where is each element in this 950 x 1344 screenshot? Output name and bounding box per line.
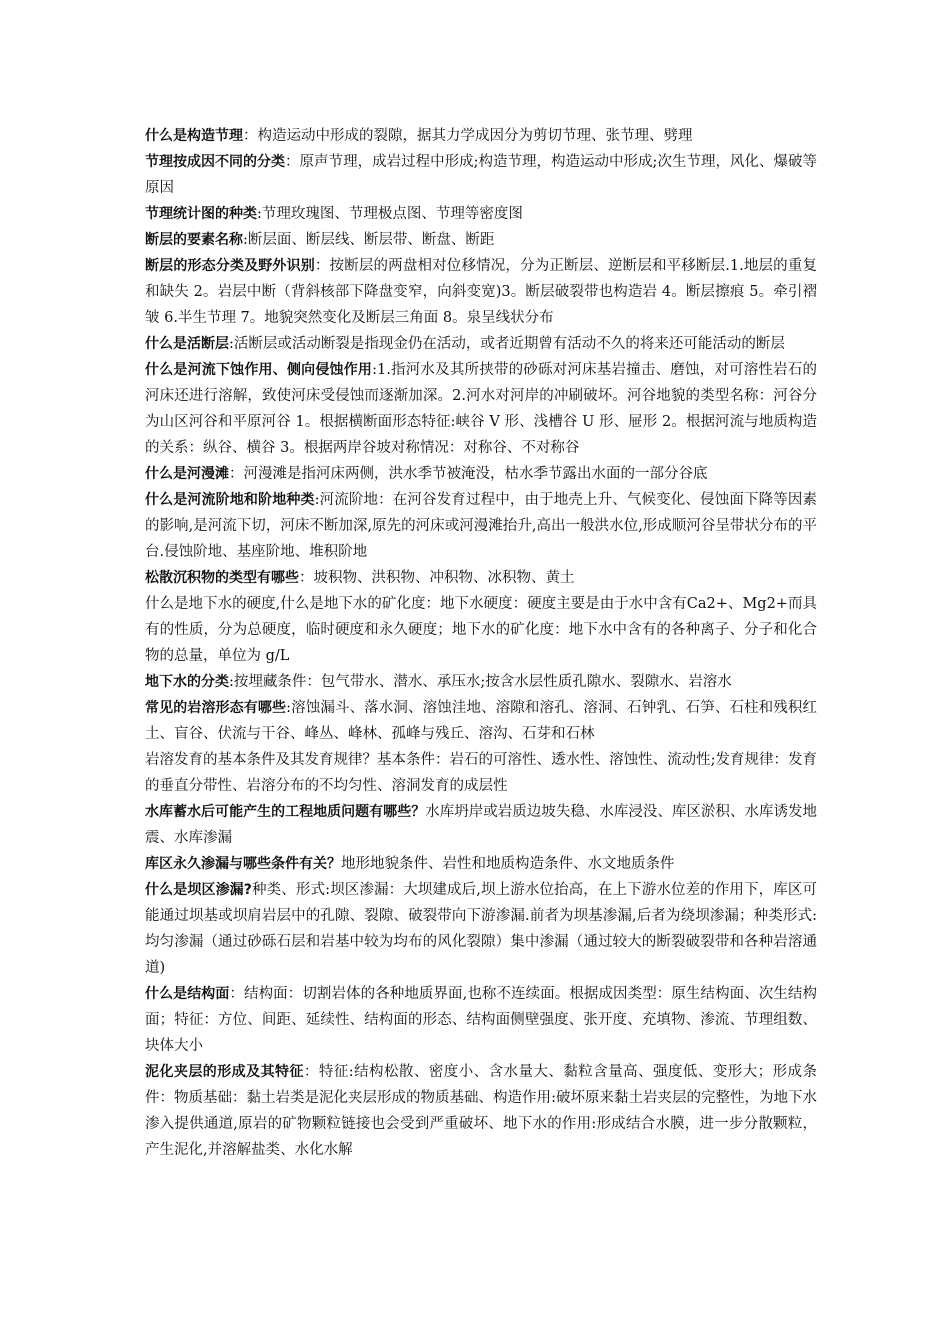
entry-text: :活断层或活动断裂是指现金仍在活动，或者近期曾有活动不久的将来还可能活动的断层 (229, 336, 785, 352)
entry-groundwater-types (145, 669, 817, 695)
entry-text: 地形地貌条件、岩性和地质构造条件、水文地质条件 (341, 856, 675, 872)
entry-term: 节理统计图的种类 (145, 206, 257, 222)
entry-text: :按埋藏条件：包气带水、潜水、承压水;按含水层性质孔隙水、裂隙水、岩溶水 (229, 674, 732, 690)
entry-joint-classification (145, 149, 817, 201)
entry-floodplain (145, 461, 817, 487)
entry-text: ：特征:结构松散、密度小、含水量大、黏粒含量高、强度低、变形大；形成条件：物质基础：黏土岩类是泥化夹层形成的物质基础、构造作用:破坏原来黏土岩夹层的完整性，为地下水渗入提供通道,原岩的矿物颗粒链接也会受到严重破坏、地下水的作用:形成结合水膜，进一步分散颗粒，产生泥化,并溶解盐类、水化水解 (145, 1064, 817, 1158)
entry-text: :溶蚀漏斗、落水洞、溶蚀洼地、溶隙和溶孔、溶洞、石钟乳、石笋、石柱和残积红土、盲谷、伏流与干谷、峰丛、峰林、孤峰与残丘、溶沟、石芽和石林 (145, 700, 818, 742)
entry-river-erosion (145, 357, 817, 461)
entry-text: 什么是地下水的硬度,什么是地下水的矿化度：地下水硬度：硬度主要是由于水中含有Ca2+、Mg2+而具有的性质，分为总硬度，临时硬度和永久硬度；地下水的矿化度：地下水中含有的各种离子、分子和化合物的总量，单位为 g/L (145, 596, 817, 664)
entry-text: ：构造运动中形成的裂隙，据其力学成因分为剪切节理、张节理、劈理 (243, 128, 693, 144)
entry-term: 地下水的分类 (145, 674, 229, 690)
entry-term: 什么是构造节理 (145, 128, 243, 144)
entry-text: 岩溶发育的基本条件及其发育规律？基本条件：岩石的可溶性、透水性、溶蚀性、流动性;发育规律：发育的垂直分带性、岩溶分布的不均匀性、溶洞发育的成层性 (145, 752, 817, 794)
entry-term: 什么是河流下蚀作用、侧向侵蚀作用 (145, 362, 373, 378)
entry-text: ：结构面：切割岩体的各种地质界面,也称不连续面。根据成因类型：原生结构面、次生结构面；特征：方位、间距、延续性、结构面的形态、结构面侧壁强度、张开度、充填物、渗流、节理组数、块体大小 (145, 986, 818, 1054)
entry-term: 松散沉积物的类型有哪些 (145, 570, 299, 586)
entry-term: 断层的要素名称 (145, 232, 243, 248)
entry-term: 泥化夹层的形成及其特征 (145, 1064, 304, 1080)
entry-text: 种类、形式:坝区渗漏：大坝建成后,坝上游水位抬高，在上下游水位差的作用下，库区可能通过坝基或坝肩岩层中的孔隙、裂隙、破裂带向下游渗漏.前者为坝基渗漏,后者为绕坝渗漏；种类形式:均匀渗漏（通过砂砾石层和岩基中较为均布的风化裂隙）集中渗漏（通过较大的断裂破裂带和各种岩溶通道) (145, 882, 817, 976)
entry-karst-development (145, 747, 817, 799)
entry-term: 什么是坝区渗漏? (145, 882, 252, 898)
entry-joint-statistics (145, 201, 817, 227)
entry-loose-sediments (145, 565, 817, 591)
entry-term: 库区永久渗漏与哪些条件有关？ (145, 856, 341, 872)
entry-argillized-interlayer (145, 1059, 817, 1163)
entry-term: 节理按成因不同的分类 (145, 154, 286, 170)
document-body (145, 123, 817, 1163)
entry-term: 常见的岩溶形态有哪些 (145, 700, 287, 716)
entry-text: :河流阶地：在河谷发育过程中，由于地壳上升、气候变化、侵蚀面下降等因素的影响,是河流下切，河床不断加深,原先的河床或河漫滩抬升,高出一般洪水位,形成顺河谷呈带状分布的平台.侵蚀阶地、基座阶地、堆积阶地 (145, 492, 817, 560)
entry-term: 什么是河漫滩 (145, 466, 229, 482)
entry-text: :1.指河水及其所挟带的砂砾对河床基岩撞击、磨蚀，对可溶性岩石的河床还进行溶解，致使河床受侵蚀而逐渐加深。2.河水对河岸的冲刷破坏。河谷地貌的类型名称：河谷分为山区河谷和平原河谷 1。根据横断面形态特征:峡谷 V 形、浅槽谷 U 形、屉形 2。根据河流与地质构造的关系：纵谷、横谷 3。根据两岸谷坡对称情况：对称谷、不对称谷 (145, 362, 818, 456)
entry-karst-forms (145, 695, 817, 747)
entry-fault-elements (145, 227, 817, 253)
entry-reservoir-leakage (145, 851, 817, 877)
entry-text: ：坡积物、洪积物、冲积物、冰积物、黄土 (299, 570, 575, 586)
entry-fault-classification (145, 253, 817, 331)
entry-reservoir-problems (145, 799, 817, 851)
entry-dam-leakage (145, 877, 817, 981)
entry-river-terrace (145, 487, 817, 565)
entry-term: 什么是河流阶地和阶地种类 (145, 492, 315, 508)
entry-structural-plane (145, 981, 817, 1059)
entry-active-fault (145, 331, 817, 357)
entry-term: 水库蓄水后可能产生的工程地质问题有哪些？ (145, 804, 426, 820)
entry-text: ：原声节理，成岩过程中形成;构造节理，构造运动中形成;次生节理，风化、爆破等原因 (145, 154, 817, 196)
entry-text: :断层面、断层线、断层带、断盘、断距 (243, 232, 495, 248)
entry-text: ：河漫滩是指河床两侧，洪水季节被淹没，枯水季节露出水面的一部分谷底 (229, 466, 708, 482)
entry-term: 什么是结构面 (145, 986, 230, 1002)
entry-term: 断层的形态分类及野外识别 (145, 258, 315, 274)
entry-text: :节理玫瑰图、节理极点图、节理等密度图 (257, 206, 523, 222)
entry-structural-joint (145, 123, 817, 149)
entry-text: ：按断层的两盘相对位移情况，分为正断层、逆断层和平移断层.1.地层的重复和缺失 2。岩层中断（背斜核部下降盘变窄，向斜变宽)3。断层破裂带也构造岩 4。断层擦痕 5。牵引褶皱 6.半生节理 7。地貌突然变化及断层三角面 8。泉呈线状分布 (145, 258, 817, 326)
entry-groundwater-hardness (145, 591, 817, 669)
entry-term: 什么是活断层 (145, 336, 229, 352)
entry-text: 水库坍岸或岩质边坡失稳、水库浸没、库区淤积、水库诱发地震、水库渗漏 (145, 804, 817, 846)
